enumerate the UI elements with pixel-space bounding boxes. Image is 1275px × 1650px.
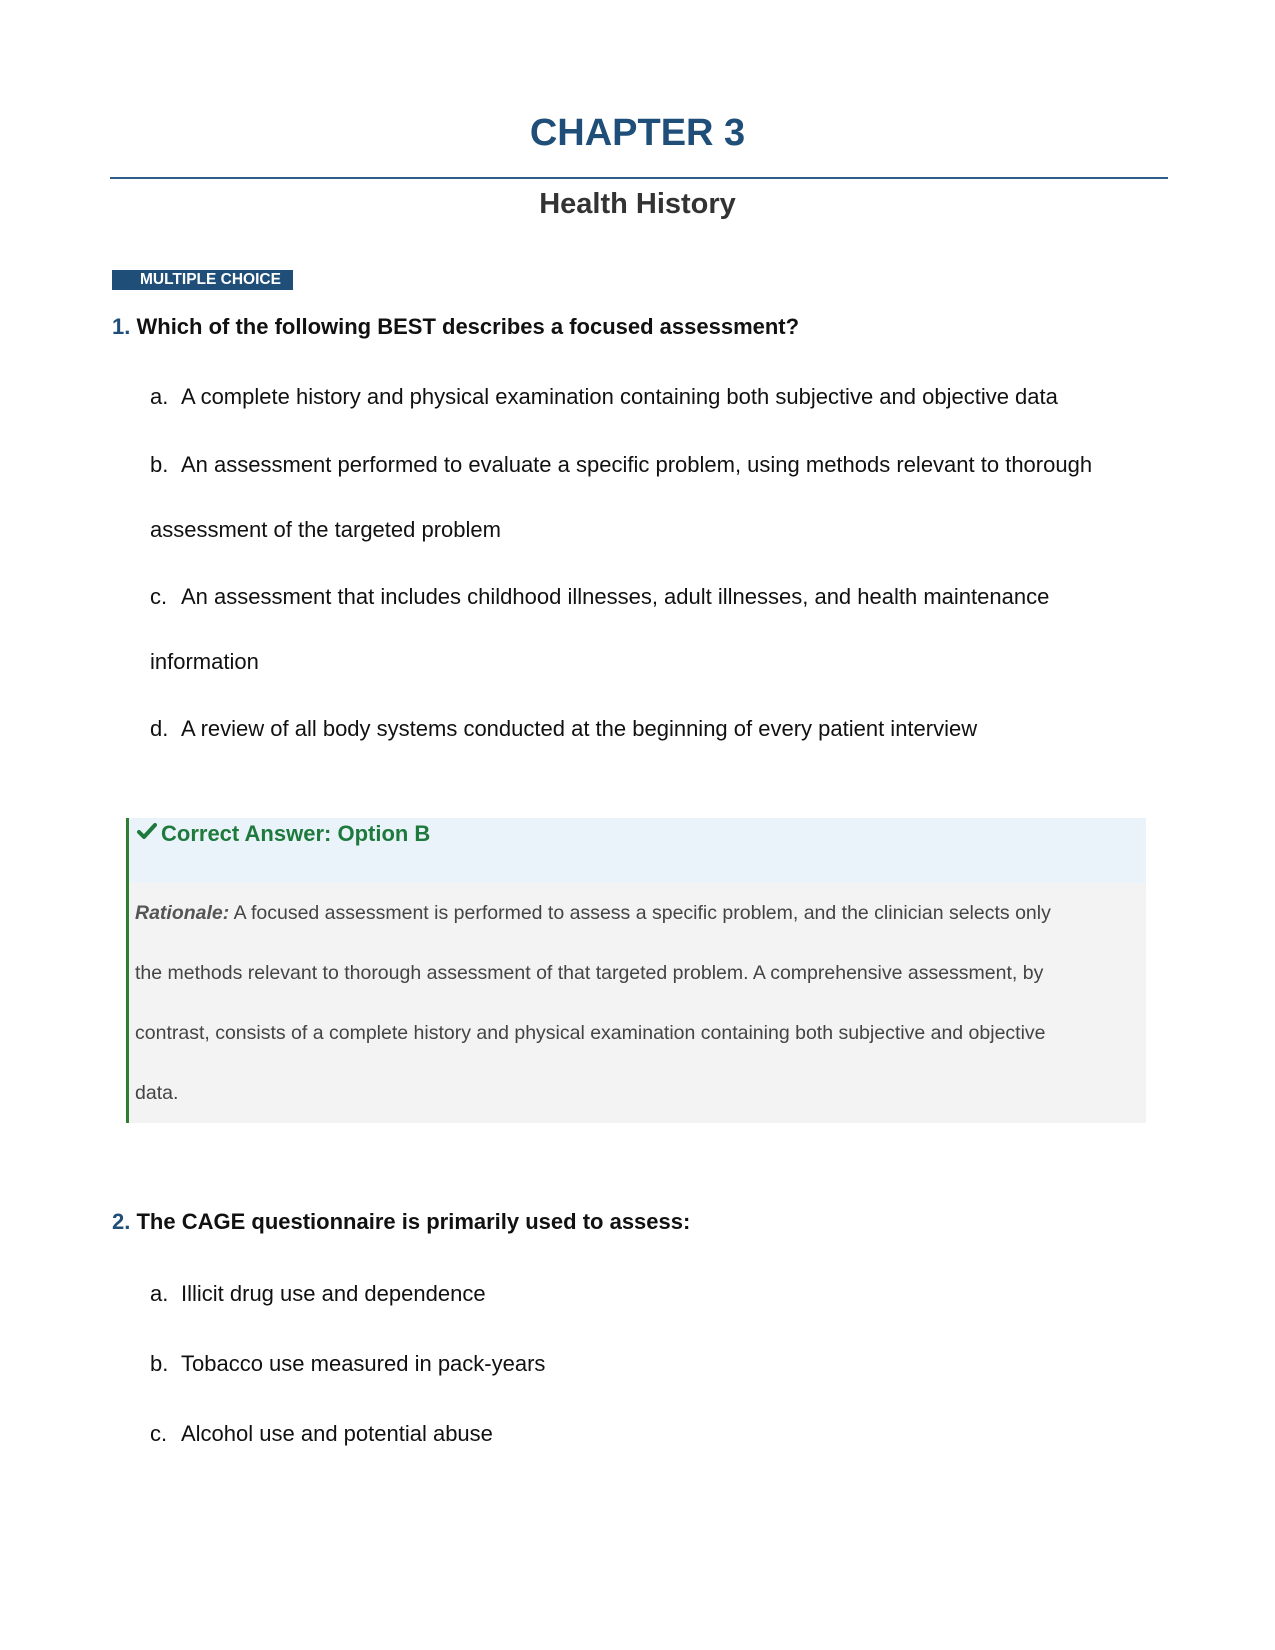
option-text: A review of all body systems conducted at the beginning of every patient interview — [181, 716, 978, 741]
question-2-stem — [112, 1208, 690, 1236]
rationale-line-text: A focused assessment is performed to assess a specific problem, and the clinician selects only — [229, 902, 1051, 924]
question-2-option-a — [150, 1280, 486, 1308]
option-letter: a. — [150, 384, 169, 409]
rationale-text — [135, 883, 1140, 1123]
option-text: A complete history and physical examination containing both subjective and objective data — [181, 384, 1058, 409]
option-letter: b. — [150, 1351, 169, 1376]
rationale-line: data. — [135, 1082, 179, 1104]
option-letter: d. — [150, 716, 169, 741]
question-2-option-c — [150, 1420, 493, 1448]
rationale-line: the methods relevant to thorough assessment of that targeted problem. A comprehensive assessment, by — [135, 962, 1044, 984]
question-1-option-c — [150, 583, 1049, 611]
rationale-label: Rationale: — [135, 902, 230, 924]
option-text: Illicit drug use and dependence — [181, 1281, 486, 1306]
question-text: Which of the following BEST describes a focused assessment? — [136, 314, 800, 339]
option-text: Alcohol use and potential abuse — [181, 1421, 493, 1446]
question-number: 2. — [112, 1209, 131, 1234]
option-letter: c. — [150, 584, 168, 609]
option-letter: c. — [150, 1421, 168, 1446]
rationale-line: contrast, consists of a complete history and physical examination containing both subjective and objective — [135, 1022, 1046, 1044]
question-1-option-b-continuation: assessment of the targeted problem — [150, 517, 501, 542]
question-1-stem — [112, 313, 799, 341]
section-label-badge: MULTIPLE CHOICE — [112, 270, 293, 290]
question-2-option-b — [150, 1350, 545, 1378]
question-1-option-b — [150, 451, 1092, 479]
chapter-subtitle: Health History — [539, 188, 736, 220]
answer-panel — [126, 818, 1146, 1123]
question-1-option-a — [150, 383, 1058, 411]
option-text: An assessment performed to evaluate a specific problem, using methods relevant to thorough — [181, 452, 1093, 477]
correct-answer-heading — [137, 818, 430, 850]
option-letter: b. — [150, 452, 169, 477]
option-letter: a. — [150, 1281, 169, 1306]
option-text: Tobacco use measured in pack-years — [181, 1351, 546, 1376]
chapter-divider — [110, 177, 1168, 179]
question-1-option-c-continuation: information — [150, 649, 259, 674]
question-text: The CAGE questionnaire is primarily used to assess: — [136, 1209, 691, 1234]
correct-answer-text: Correct Answer: Option B — [161, 821, 431, 846]
question-number: 1. — [112, 314, 131, 339]
option-text: An assessment that includes childhood illnesses, adult illnesses, and health maintenance — [181, 584, 1050, 609]
check-icon — [137, 817, 157, 849]
question-1-option-d — [150, 715, 977, 743]
rationale-line — [135, 883, 1140, 943]
chapter-title: CHAPTER 3 — [529, 112, 746, 154]
